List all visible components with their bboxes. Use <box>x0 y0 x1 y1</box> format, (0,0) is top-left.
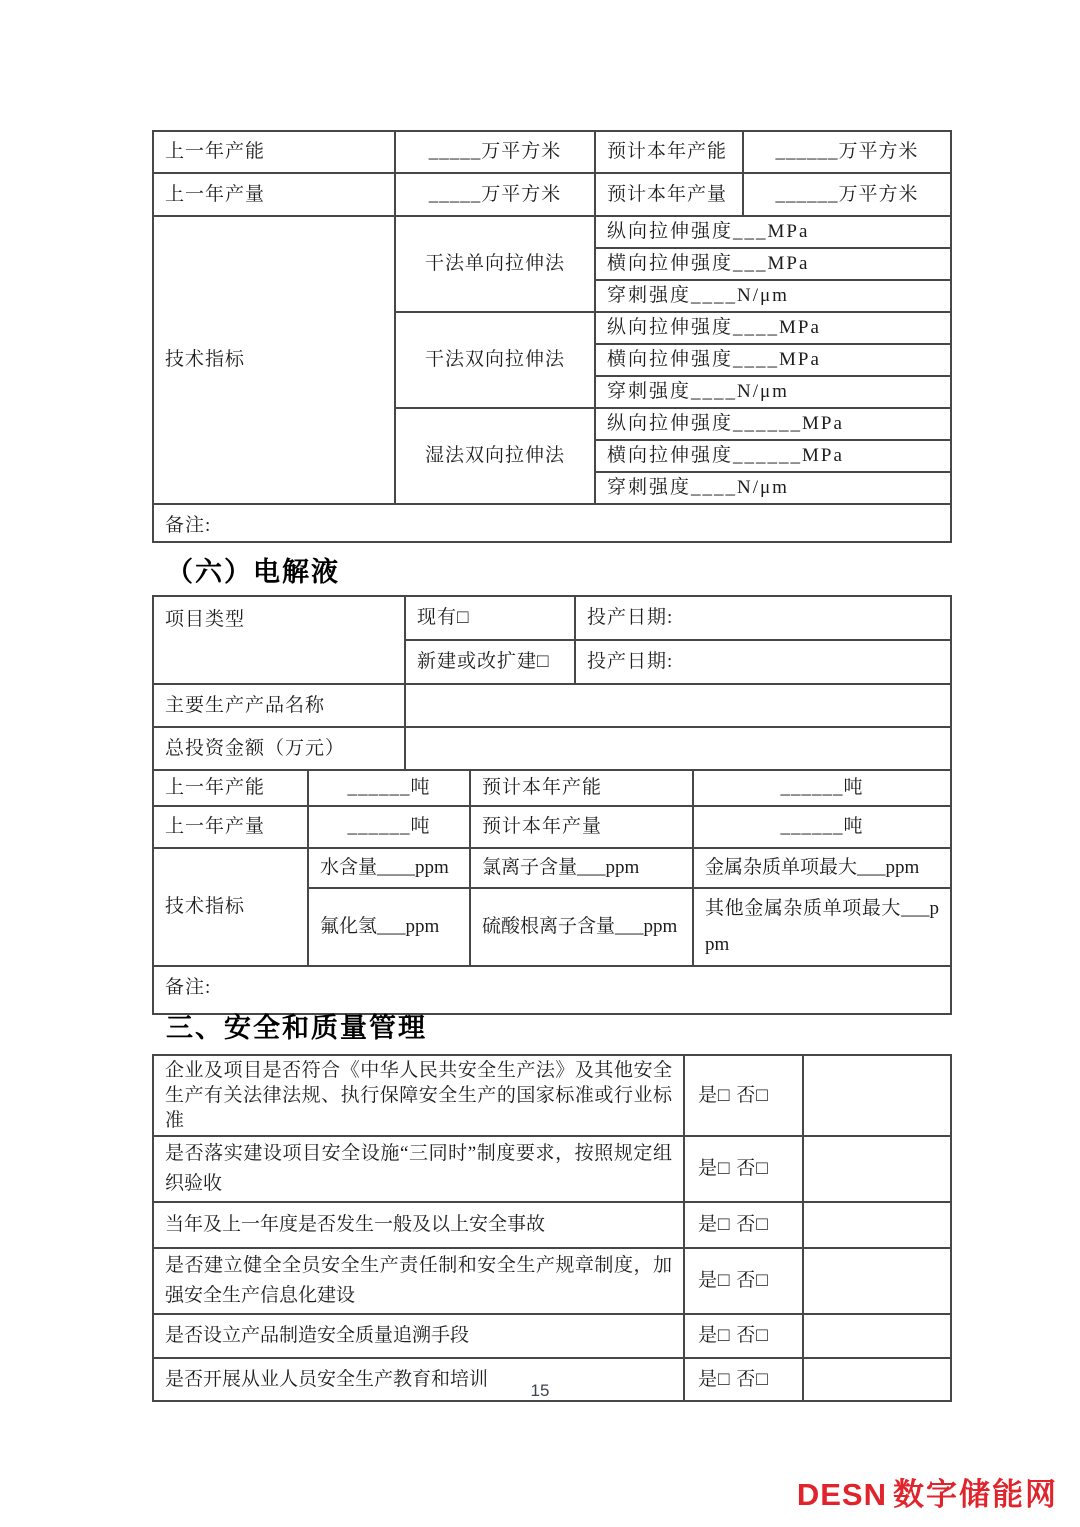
label-production-date-existing: 投产日期: <box>575 596 951 640</box>
logo-latin-text: DESN <box>796 1477 887 1512</box>
label-last-year-capacity: 上一年产能 <box>153 770 308 806</box>
spec-cell: 纵向拉伸强度___MPa <box>595 216 951 248</box>
safety-question: 当年及上一年度是否发生一般及以上安全事故 <box>153 1202 684 1248</box>
answer-blank-cell <box>803 1314 951 1358</box>
safety-table <box>152 1054 952 1402</box>
blank-expected-capacity: ______吨 <box>693 770 951 806</box>
answer-blank-cell <box>803 1055 951 1136</box>
blank-total-investment <box>405 727 951 770</box>
safety-question: 是否落实建设项目安全设施“三同时”制度要求，按照规定组织验收 <box>153 1136 684 1202</box>
remarks-cell: 备注: <box>153 966 951 1014</box>
spec-metal-impurity-max: 金属杂质单项最大___ppm <box>693 848 951 888</box>
label-tech-index: 技术指标 <box>153 216 395 504</box>
spec-cell: 横向拉伸强度______MPa <box>595 440 951 472</box>
page-number: 15 <box>530 1381 550 1400</box>
label-main-product-name: 主要生产产品名称 <box>153 684 405 727</box>
spec-chloride-content: 氯离子含量___ppm <box>470 848 693 888</box>
remarks-cell: 备注: <box>153 504 951 542</box>
method-dry-uniaxial: 干法单向拉伸法 <box>395 216 595 312</box>
section-title-safety: 三、安全和质量管理 <box>166 1013 427 1043</box>
blank-last-year-capacity: ______吨 <box>308 770 470 806</box>
yes-no-checkboxes: 是□ 否□ <box>684 1314 803 1358</box>
label-tech-index: 技术指标 <box>153 848 308 966</box>
safety-question: 是否建立健全全员安全生产责任制和安全生产规章制度，加强安全生产信息化建设 <box>153 1248 684 1314</box>
spec-sulfate-ion-content: 硫酸根离子含量___ppm <box>470 888 693 966</box>
label-last-year-capacity: 上一年产能 <box>153 131 395 173</box>
blank-last-year-output: ______吨 <box>308 806 470 848</box>
yes-no-checkboxes: 是□ 否□ <box>684 1136 803 1202</box>
electrolyte-table <box>152 595 952 1015</box>
spec-cell: 穿刺强度____N/μm <box>595 472 951 504</box>
logo-cjk-text: 数字储能网 <box>893 1477 1058 1512</box>
spec-cell: 横向拉伸强度___MPa <box>595 248 951 280</box>
method-dry-biaxial: 干法双向拉伸法 <box>395 312 595 408</box>
safety-question: 企业及项目是否符合《中华人民共安全生产法》及其他安全生产有关法律法规、执行保障安全生产的国家标准或行业标准 <box>153 1055 684 1136</box>
answer-blank-cell <box>803 1248 951 1314</box>
answer-blank-cell <box>803 1202 951 1248</box>
spec-cell: 穿刺强度____N/μm <box>595 376 951 408</box>
safety-question: 是否开展从业人员安全生产教育和培训 <box>153 1358 684 1401</box>
blank-expected-capacity: ______万平方米 <box>743 131 951 173</box>
blank-expected-output: ______万平方米 <box>743 173 951 216</box>
safety-question: 是否设立产品制造安全质量追溯手段 <box>153 1314 684 1358</box>
desn-watermark-logo <box>797 1469 1058 1514</box>
label-expected-capacity: 预计本年产能 <box>595 131 743 173</box>
yes-no-checkboxes: 是□ 否□ <box>684 1248 803 1314</box>
spec-hydrogen-fluoride: 氟化氢___ppm <box>308 888 470 966</box>
label-production-date-new: 投产日期: <box>575 640 951 684</box>
separator-spec-table <box>152 130 952 543</box>
answer-blank-cell <box>803 1136 951 1202</box>
label-last-year-output: 上一年产量 <box>153 806 308 848</box>
spec-water-content: 水含量____ppm <box>308 848 470 888</box>
spec-other-metal-impurity-max: 其他金属杂质单项最大___ppm <box>693 888 951 966</box>
yes-no-checkboxes: 是□ 否□ <box>684 1055 803 1136</box>
label-expected-output: 预计本年产量 <box>595 173 743 216</box>
spec-cell: 穿刺强度____N/μm <box>595 280 951 312</box>
label-last-year-output: 上一年产量 <box>153 173 395 216</box>
label-total-investment: 总投资金额（万元） <box>153 727 405 770</box>
blank-main-product-name <box>405 684 951 727</box>
spec-cell: 纵向拉伸强度____MPa <box>595 312 951 344</box>
label-expected-capacity: 预计本年产能 <box>470 770 693 806</box>
label-project-type: 项目类型 <box>153 596 405 684</box>
section-title-electrolyte: （六）电解液 <box>166 557 340 587</box>
label-expected-output: 预计本年产量 <box>470 806 693 848</box>
blank-expected-output: ______吨 <box>693 806 951 848</box>
spec-cell: 纵向拉伸强度______MPa <box>595 408 951 440</box>
blank-last-year-output: _____万平方米 <box>395 173 595 216</box>
option-new-or-expand-checkbox: 新建或改扩建□ <box>405 640 575 684</box>
spec-cell: 横向拉伸强度____MPa <box>595 344 951 376</box>
method-wet-biaxial: 湿法双向拉伸法 <box>395 408 595 504</box>
blank-last-year-capacity: _____万平方米 <box>395 131 595 173</box>
yes-no-checkboxes: 是□ 否□ <box>684 1358 803 1401</box>
yes-no-checkboxes: 是□ 否□ <box>684 1202 803 1248</box>
option-existing-checkbox: 现有□ <box>405 596 575 640</box>
